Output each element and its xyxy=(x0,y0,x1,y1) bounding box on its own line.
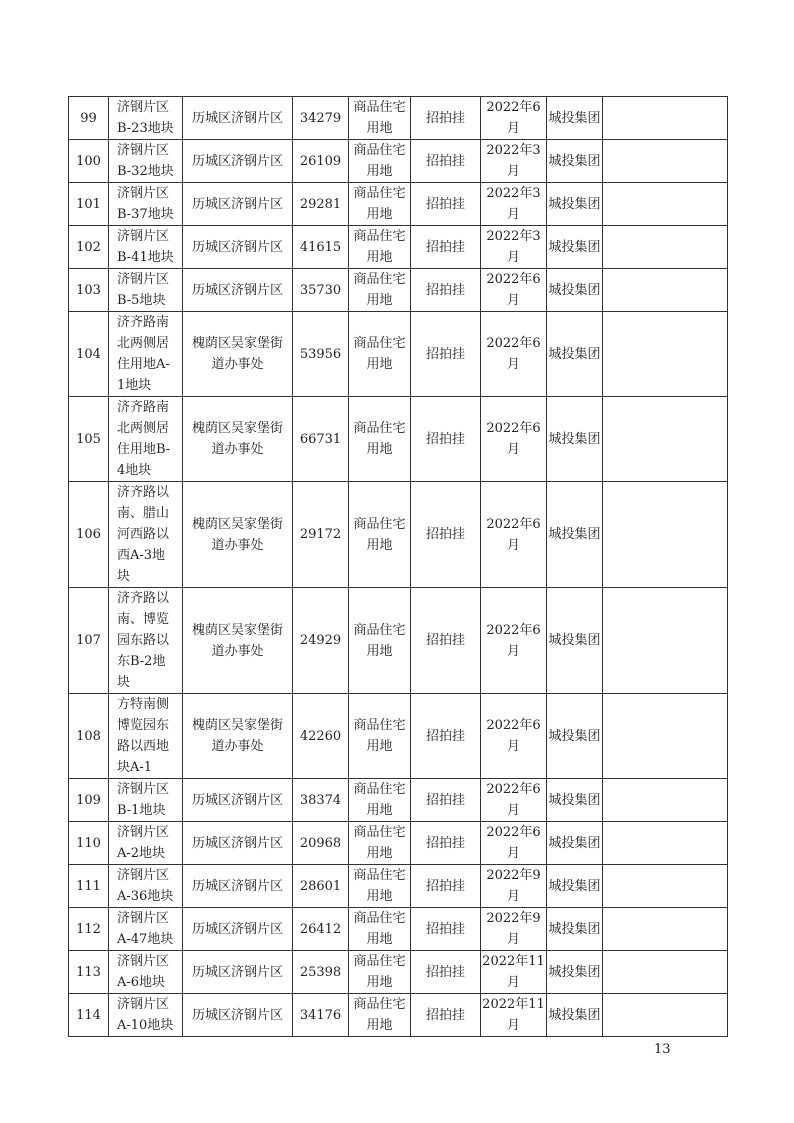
responsible-party-cell: 城投集团 xyxy=(547,226,603,269)
land-use-cell: 商品住宅用地 xyxy=(349,97,411,140)
supply-method-cell: 招拍挂 xyxy=(411,779,481,822)
remarks-cell xyxy=(603,183,728,226)
remarks-cell xyxy=(603,140,728,183)
row-number-cell: 99 xyxy=(69,97,109,140)
parcel-location-cell: 历城区济钢片区 xyxy=(183,951,293,994)
land-use-cell: 商品住宅用地 xyxy=(349,482,411,588)
parcel-area-cell: 29172 xyxy=(293,482,349,588)
parcel-area-cell: 20968 xyxy=(293,822,349,865)
responsible-party-cell: 城投集团 xyxy=(547,482,603,588)
supply-date-cell: 2022年3月 xyxy=(481,226,547,269)
supply-date-cell: 2022年6月 xyxy=(481,269,547,312)
land-use-cell: 商品住宅用地 xyxy=(349,397,411,482)
table-row xyxy=(69,269,728,312)
supply-method-cell: 招拍挂 xyxy=(411,183,481,226)
parcel-name-cell: 济钢片区A-6地块 xyxy=(109,951,183,994)
parcel-location-cell: 槐荫区吴家堡街道办事处 xyxy=(183,694,293,779)
page-number: 13 xyxy=(654,1042,671,1057)
table-row xyxy=(69,397,728,482)
land-use-cell: 商品住宅用地 xyxy=(349,269,411,312)
parcel-name-cell: 济钢片区B-1地块 xyxy=(109,779,183,822)
parcel-area-cell: 26412 xyxy=(293,908,349,951)
parcel-name-cell: 济钢片区B-41地块 xyxy=(109,226,183,269)
supply-date-cell: 2022年3月 xyxy=(481,183,547,226)
row-number-cell: 109 xyxy=(69,779,109,822)
table-row xyxy=(69,140,728,183)
supply-date-cell: 2022年6月 xyxy=(481,97,547,140)
remarks-cell xyxy=(603,865,728,908)
supply-method-cell: 招拍挂 xyxy=(411,822,481,865)
table-row xyxy=(69,865,728,908)
supply-method-cell: 招拍挂 xyxy=(411,226,481,269)
land-use-cell: 商品住宅用地 xyxy=(349,994,411,1037)
responsible-party-cell: 城投集团 xyxy=(547,397,603,482)
responsible-party-cell: 城投集团 xyxy=(547,779,603,822)
parcel-name-cell: 济钢片区B-23地块 xyxy=(109,97,183,140)
table-row xyxy=(69,951,728,994)
parcel-location-cell: 历城区济钢片区 xyxy=(183,269,293,312)
row-number-cell: 113 xyxy=(69,951,109,994)
parcel-area-cell: 28601 xyxy=(293,865,349,908)
remarks-cell xyxy=(603,908,728,951)
supply-method-cell: 招拍挂 xyxy=(411,269,481,312)
remarks-cell xyxy=(603,97,728,140)
land-use-cell: 商品住宅用地 xyxy=(349,140,411,183)
row-number-cell: 110 xyxy=(69,822,109,865)
supply-date-cell: 2022年6月 xyxy=(481,397,547,482)
supply-date-cell: 2022年6月 xyxy=(481,779,547,822)
land-use-cell: 商品住宅用地 xyxy=(349,908,411,951)
parcel-area-cell: 26109 xyxy=(293,140,349,183)
responsible-party-cell: 城投集团 xyxy=(547,951,603,994)
row-number-cell: 106 xyxy=(69,482,109,588)
responsible-party-cell: 城投集团 xyxy=(547,694,603,779)
parcel-location-cell: 历城区济钢片区 xyxy=(183,779,293,822)
remarks-cell xyxy=(603,482,728,588)
row-number-cell: 111 xyxy=(69,865,109,908)
table-row xyxy=(69,822,728,865)
parcel-name-cell: 济钢片区A-10地块 xyxy=(109,994,183,1037)
table-row xyxy=(69,694,728,779)
land-use-cell: 商品住宅用地 xyxy=(349,226,411,269)
parcel-location-cell: 历城区济钢片区 xyxy=(183,97,293,140)
remarks-cell xyxy=(603,822,728,865)
table-row xyxy=(69,908,728,951)
supply-date-cell: 2022年9月 xyxy=(481,908,547,951)
supply-date-cell: 2022年6月 xyxy=(481,588,547,694)
parcel-name-cell: 济齐路南北两侧居住用地B-4地块 xyxy=(109,397,183,482)
land-table-container xyxy=(68,96,728,1037)
row-number-cell: 114 xyxy=(69,994,109,1037)
row-number-cell: 101 xyxy=(69,183,109,226)
remarks-cell xyxy=(603,588,728,694)
parcel-area-cell: 29281 xyxy=(293,183,349,226)
responsible-party-cell: 城投集团 xyxy=(547,908,603,951)
row-number-cell: 112 xyxy=(69,908,109,951)
land-use-cell: 商品住宅用地 xyxy=(349,588,411,694)
row-number-cell: 105 xyxy=(69,397,109,482)
parcel-area-cell: 66731 xyxy=(293,397,349,482)
remarks-cell xyxy=(603,694,728,779)
responsible-party-cell: 城投集团 xyxy=(547,183,603,226)
parcel-name-cell: 济齐路南北两侧居住用地A-1地块 xyxy=(109,312,183,397)
responsible-party-cell: 城投集团 xyxy=(547,994,603,1037)
table-row xyxy=(69,226,728,269)
parcel-name-cell: 济钢片区B-5地块 xyxy=(109,269,183,312)
table-row xyxy=(69,588,728,694)
parcel-location-cell: 槐荫区吴家堡街道办事处 xyxy=(183,397,293,482)
supply-method-cell: 招拍挂 xyxy=(411,140,481,183)
parcel-location-cell: 历城区济钢片区 xyxy=(183,822,293,865)
responsible-party-cell: 城投集团 xyxy=(547,822,603,865)
land-use-cell: 商品住宅用地 xyxy=(349,312,411,397)
parcel-area-cell: 53956 xyxy=(293,312,349,397)
parcel-name-cell: 济钢片区A-36地块 xyxy=(109,865,183,908)
table-row xyxy=(69,97,728,140)
parcel-name-cell: 济钢片区A-2地块 xyxy=(109,822,183,865)
parcel-area-cell: 35730 xyxy=(293,269,349,312)
row-number-cell: 103 xyxy=(69,269,109,312)
remarks-cell xyxy=(603,269,728,312)
parcel-area-cell: 34279 xyxy=(293,97,349,140)
remarks-cell xyxy=(603,779,728,822)
supply-date-cell: 2022年6月 xyxy=(481,822,547,865)
parcel-area-cell: 24929 xyxy=(293,588,349,694)
responsible-party-cell: 城投集团 xyxy=(547,269,603,312)
supply-method-cell: 招拍挂 xyxy=(411,694,481,779)
remarks-cell xyxy=(603,951,728,994)
table-body xyxy=(69,97,728,1037)
table-row xyxy=(69,482,728,588)
row-number-cell: 107 xyxy=(69,588,109,694)
supply-method-cell: 招拍挂 xyxy=(411,482,481,588)
parcel-location-cell: 历城区济钢片区 xyxy=(183,183,293,226)
parcel-location-cell: 槐荫区吴家堡街道办事处 xyxy=(183,482,293,588)
supply-method-cell: 招拍挂 xyxy=(411,865,481,908)
parcel-area-cell: 41615 xyxy=(293,226,349,269)
row-number-cell: 100 xyxy=(69,140,109,183)
supply-method-cell: 招拍挂 xyxy=(411,994,481,1037)
parcel-name-cell: 济齐路以南、博览园东路以东B-2地块 xyxy=(109,588,183,694)
supply-date-cell: 2022年3月 xyxy=(481,140,547,183)
parcel-name-cell: 济钢片区A-47地块 xyxy=(109,908,183,951)
parcel-area-cell: 25398 xyxy=(293,951,349,994)
table-row xyxy=(69,994,728,1037)
supply-method-cell: 招拍挂 xyxy=(411,908,481,951)
table-row xyxy=(69,779,728,822)
supply-date-cell: 2022年6月 xyxy=(481,694,547,779)
row-number-cell: 104 xyxy=(69,312,109,397)
parcel-area-cell: 42260 xyxy=(293,694,349,779)
land-use-cell: 商品住宅用地 xyxy=(349,951,411,994)
parcel-location-cell: 槐荫区吴家堡街道办事处 xyxy=(183,312,293,397)
parcel-area-cell: 38374 xyxy=(293,779,349,822)
supply-method-cell: 招拍挂 xyxy=(411,951,481,994)
land-use-cell: 商品住宅用地 xyxy=(349,779,411,822)
parcel-location-cell: 历城区济钢片区 xyxy=(183,226,293,269)
supply-method-cell: 招拍挂 xyxy=(411,588,481,694)
land-use-cell: 商品住宅用地 xyxy=(349,822,411,865)
land-use-cell: 商品住宅用地 xyxy=(349,183,411,226)
supply-date-cell: 2022年11月 xyxy=(481,994,547,1037)
responsible-party-cell: 城投集团 xyxy=(547,140,603,183)
remarks-cell xyxy=(603,397,728,482)
supply-method-cell: 招拍挂 xyxy=(411,97,481,140)
supply-date-cell: 2022年6月 xyxy=(481,482,547,588)
parcel-name-cell: 济钢片区B-32地块 xyxy=(109,140,183,183)
responsible-party-cell: 城投集团 xyxy=(547,97,603,140)
supply-method-cell: 招拍挂 xyxy=(411,312,481,397)
row-number-cell: 102 xyxy=(69,226,109,269)
parcel-area-cell: 34176 xyxy=(293,994,349,1037)
parcel-name-cell: 济钢片区B-37地块 xyxy=(109,183,183,226)
responsible-party-cell: 城投集团 xyxy=(547,312,603,397)
responsible-party-cell: 城投集团 xyxy=(547,588,603,694)
parcel-location-cell: 历城区济钢片区 xyxy=(183,140,293,183)
supply-date-cell: 2022年6月 xyxy=(481,312,547,397)
remarks-cell xyxy=(603,994,728,1037)
land-table xyxy=(68,96,728,1037)
parcel-name-cell: 方特南侧博览园东路以西地块A-1 xyxy=(109,694,183,779)
remarks-cell xyxy=(603,312,728,397)
remarks-cell xyxy=(603,226,728,269)
parcel-location-cell: 历城区济钢片区 xyxy=(183,865,293,908)
table-row xyxy=(69,312,728,397)
supply-date-cell: 2022年9月 xyxy=(481,865,547,908)
responsible-party-cell: 城投集团 xyxy=(547,865,603,908)
supply-method-cell: 招拍挂 xyxy=(411,397,481,482)
parcel-location-cell: 历城区济钢片区 xyxy=(183,994,293,1037)
supply-date-cell: 2022年11月 xyxy=(481,951,547,994)
land-use-cell: 商品住宅用地 xyxy=(349,694,411,779)
parcel-location-cell: 历城区济钢片区 xyxy=(183,908,293,951)
row-number-cell: 108 xyxy=(69,694,109,779)
land-use-cell: 商品住宅用地 xyxy=(349,865,411,908)
table-row xyxy=(69,183,728,226)
parcel-location-cell: 槐荫区吴家堡街道办事处 xyxy=(183,588,293,694)
parcel-name-cell: 济齐路以南、腊山河西路以西A-3地块 xyxy=(109,482,183,588)
